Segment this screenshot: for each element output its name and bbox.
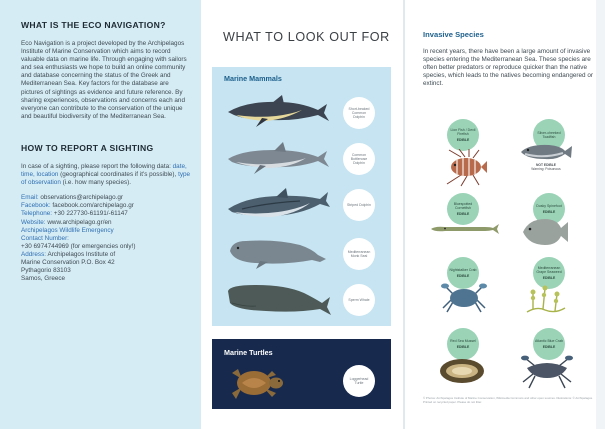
marine-mammals-box [212, 67, 391, 326]
species-label-3: Bluespotted Cornetfish EDIBLE [447, 193, 479, 225]
middle-panel [201, 0, 403, 429]
nightstalker-crab-illustration [441, 282, 487, 316]
look-out-title: WHAT TO LOOK OUT FOR [223, 30, 390, 44]
mammal-label-4: Mediterranean Monk Seal [343, 238, 375, 270]
contact-details [21, 194, 191, 283]
mussel-illustration [437, 356, 487, 386]
address-line-1: Address: Archipelagos Institute of [21, 250, 116, 258]
common-dolphin-illustration [226, 95, 330, 133]
address-line-4: Samos, Greece [21, 275, 66, 283]
mammal-label-2: Common Bottlenose Dolphin [343, 143, 375, 175]
invasive-species-intro: In recent years, there have been a large amount of invasive species entering the Mediterranean Sea. These species are often better predators or reproduce quicker than the native species, which leads to the natives becoming endangered or extinct. [423, 48, 593, 88]
bottlenose-dolphin-illustration [226, 141, 330, 177]
email-line: Email: observations@archipelago.gr [21, 194, 123, 202]
species-label-6: Mediterranean Grape Seaweed EDIBLE [533, 257, 565, 289]
email-link[interactable]: observations@archipelago.gr [38, 194, 123, 202]
striped-dolphin-illustration [226, 185, 330, 225]
lionfish-illustration [441, 149, 487, 187]
species-label-8: Atlantic Blue Crab EDIBLE [533, 328, 565, 360]
website-line: Website: www.archipelago.gr/en [21, 218, 112, 226]
marine-mammals-heading: Marine Mammals [224, 74, 282, 83]
facebook-line: Facebook: facebook.com/archipelago.gr [21, 202, 134, 210]
eco-navigation-heading: WHAT IS THE ECO NAVIGATION? [21, 20, 166, 30]
eco-navigation-intro: Eco Navigation is a project developed by the Archipelagos Institute of Marine Conservation which aims to record valuable data on marine life. Through engaging with sailors and sea enthusiasts we hope to build an online community and database concerning the status of the Greek and Mediterranean Sea. Key factors for the database are pictures of sightings as evidence and future reference. By sharing experiences, observations and concerns each and everyone can contribute to the conservation of the unique and beautiful biodiversity of the Mediterranean Sea. [21, 40, 187, 120]
species-label-1: Lion Fish / Devil Firefish EDIBLE [447, 119, 479, 151]
invasive-species-title: Invasive Species [423, 30, 484, 39]
facebook-link[interactable]: facebook.com/archipelago.gr [50, 202, 134, 210]
loggerhead-turtle-illustration [226, 363, 288, 403]
spinefoot-illustration [521, 216, 569, 248]
report-instructions: In case of a sighting, please report the following data: date, time, location (geographical coordinates if it's possible), type of observation (i.e. how many species). [21, 162, 191, 187]
emergency-number[interactable]: +30 6974744969 (for emergencies only!) [21, 242, 136, 250]
emergency-label: Archipelagos Wildlife Emergency [21, 226, 114, 234]
species-label-4: Dusky Spinefoot EDIBLE [533, 193, 565, 225]
website-link[interactable]: www.archipelago.gr/en [45, 218, 112, 226]
report-sighting-heading: HOW TO REPORT A SIGHTING [21, 142, 154, 153]
address-line-2: Marine Conservation P.O. Box 42 [21, 258, 115, 266]
grape-seaweed-illustration [523, 282, 569, 316]
right-panel [403, 0, 605, 429]
species-label-2: Silver-cheeked Toadfish [533, 119, 565, 151]
mammal-label-1: Short-beaked Common Dolphin [343, 97, 375, 129]
blue-crab-illustration [521, 354, 573, 390]
address-line-3: Pythagorio 83103 [21, 267, 71, 275]
mammal-label-3: Striped Dolphin [343, 189, 375, 221]
marine-turtles-box [212, 339, 391, 409]
mammal-label-5: Sperm Whale [343, 284, 375, 316]
monk-seal-illustration [226, 235, 330, 271]
sperm-whale-illustration [226, 281, 332, 319]
species-label-7: Red Sea Mussel EDIBLE [447, 328, 479, 360]
contact-number-label: Contact Number: [21, 234, 69, 242]
telephone-number[interactable]: +30 227730-61191/-61147 [52, 210, 128, 218]
left-panel [0, 0, 201, 429]
species-label-5: Nightstalker Crab EDIBLE [447, 257, 479, 289]
panel-fold [403, 0, 405, 429]
species-warning: NOT EDIBLE Warning: Poisonous [531, 163, 561, 171]
telephone-line: Telephone: +30 227730-61191/-61147 [21, 210, 128, 218]
page-edge [596, 0, 605, 429]
toadfish-illustration [519, 142, 573, 162]
marine-turtles-heading: Marine Turtles [224, 348, 273, 357]
turtle-label: Loggerhead Turtle [343, 365, 375, 397]
cornetfish-illustration [429, 222, 501, 236]
credits-footer: © Photos: Archipelagos Institute of Marine Conservation, Wikimedia Commons and other open sources. Illustrations: © Archipelagos. Printed on recycled paper. Please do not litter. [423, 396, 593, 404]
